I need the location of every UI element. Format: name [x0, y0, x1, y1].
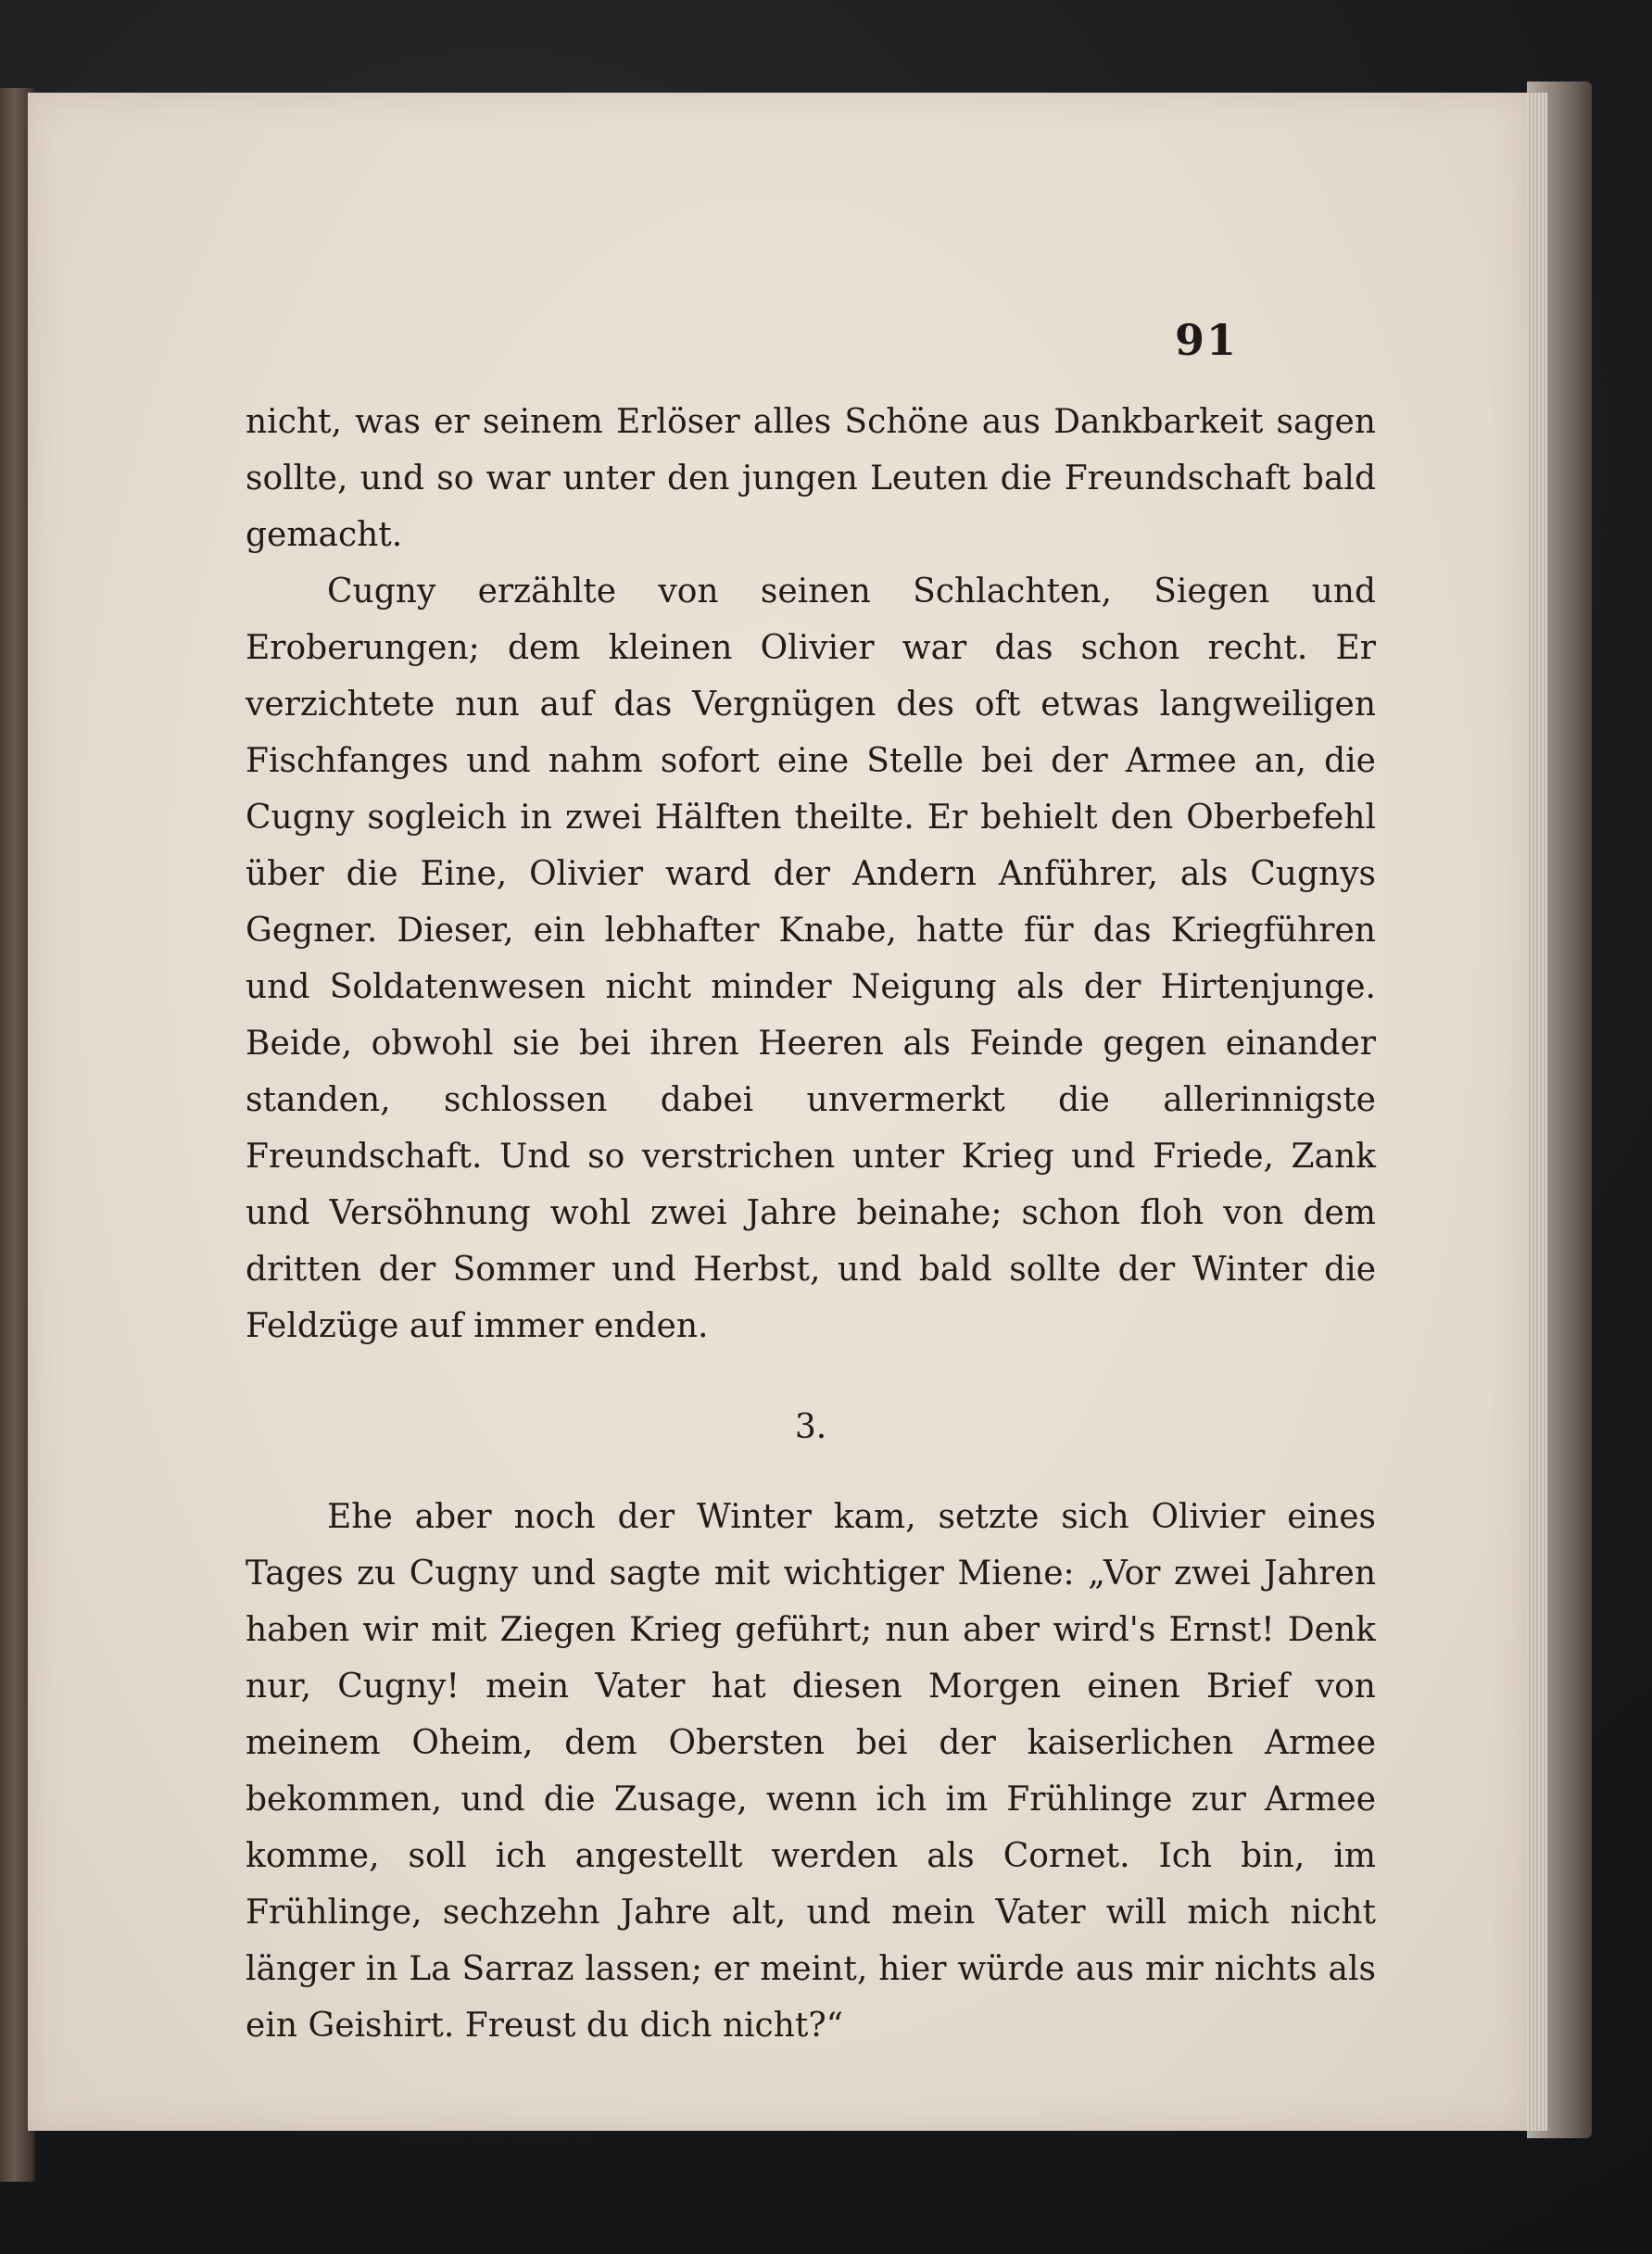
- paragraph-continued: nicht, was er seinem Erlöser alles Schöne aus Dankbarkeit sagen sollte, und so war unter den jungen Leuten die Freundschaft bald gemacht.: [246, 403, 1376, 554]
- section-number: 3.: [794, 1408, 827, 1446]
- paragraph: Cugny erzählte von seinen Schlachten, Siegen und Eroberungen; dem kleinen Olivier war das schon recht. Er verzichtete nun auf das Vergnügen des oft etwas langweiligen Fischfanges und nahm sofort eine Stelle bei der Armee an, die Cugny sogleich in zwei Hälften theilte. Er behielt den Oberbefehl über die Eine, Olivier ward der Andern Anführer, als Cugnys Gegner. Dieser, ein lebhafter Knabe, hatte für das Kriegführen und Soldatenwesen nicht minder Neigung als der Hirtenjunge. Beide, obwohl sie bei ihren Heeren als Feinde gegen einander standen, schlossen dabei unvermerkt die allerinnigste Freundschaft. Und so verstrichen unter Krieg und Friede, Zank und Versöhnung wohl zwei Jahre beinahe; schon floh von dem dritten der Sommer und Herbst, und bald sollte der Winter die Feldzüge auf immer enden.: [246, 573, 1376, 1345]
- page-body-text: [246, 394, 1376, 2054]
- paragraph: Ehe aber noch der Winter kam, setzte sich Olivier eines Tages zu Cugny und sagte mit wichtiger Miene: „Vor zwei Jahren haben wir mit Ziegen Krieg geführt; nun aber wird's Ernst! Denk nur, Cugny! mein Vater hat diesen Morgen einen Brief von meinem Oheim, dem Obersten bei der kaiserlichen Armee bekommen, und die Zusage, wenn ich im Frühlinge zur Armee komme, soll ich angestellt werden als Cornet. Ich bin, im Frühlinge, sechzehn Jahre alt, und mein Vater will mich nicht länger in La Sarraz lassen; er meint, hier würde aus mir nichts als ein Geishirt. Freust du dich nicht?“: [246, 1498, 1376, 2045]
- page-number: 91: [1174, 315, 1238, 365]
